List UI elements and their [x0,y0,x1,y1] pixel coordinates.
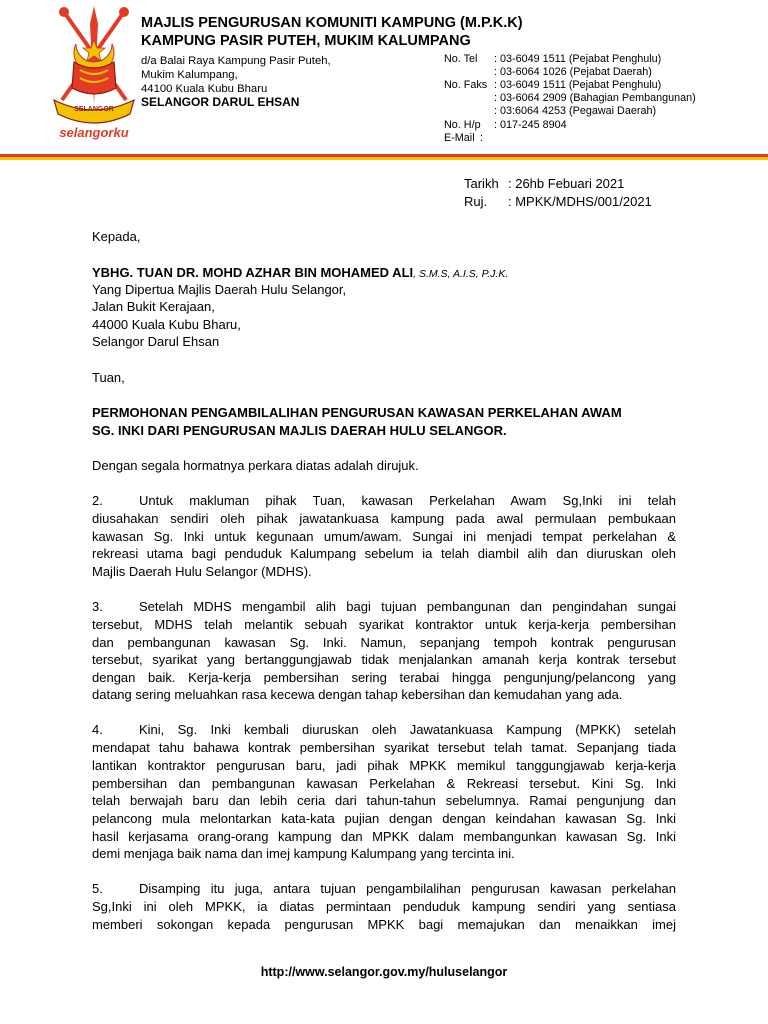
salutation: Tuan, [92,370,125,385]
paragraph-line: Majlis Daerah Hulu Selangor (MDHS). [92,564,312,579]
recipient-honorifics: , S.M.S, A.I.S, P.J.K. [413,268,509,280]
paragraph-line: kawasan Sg. Inki untuk kegunaan umum/awam. Sungai ini menjadi tempat perkelahan & [92,529,676,544]
paragraph-line: datang sering meluahkan rasa kecewa dengan tahap kebersihan dan kemudahan yang ada. [92,687,623,702]
footer-url[interactable]: http://www.selangor.gov.my/huluselangor [260,965,508,979]
address-line: 44100 Kuala Kubu Bharu [141,83,268,95]
contact-value: : 017-245 8904 [494,119,567,131]
contact-label: E-Mail [444,132,475,144]
paragraph-line: tersebut, MDHS telah melantik sebuah syarikat kontraktor untuk kerja-kerja pembersihan [92,617,676,632]
org-subtitle: KAMPUNG PASIR PUTEH, MUKIM KALUMPANG [141,33,471,49]
paragraph-line: mendapat tahu bahawa kontrak pembersihan syarikat tersebut telah tamat. Sepanjang tiada [92,740,676,755]
paragraph-line: Untuk makluman pihak Tuan, kawasan Perkelahan Awam Sg,Inki ini telah [139,493,676,508]
address-line: d/a Balai Raya Kampung Pasir Puteh, [141,55,331,67]
recipient-line: 44000 Kuala Kubu Bharu, [92,317,241,332]
address-line: Mukim Kalumpang, [141,69,238,81]
ref-label: Ruj. [464,194,488,209]
org-name: MAJLIS PENGURUSAN KOMUNITI KAMPUNG (M.P.K.K) [141,15,523,31]
date-label: Tarikh [464,176,499,191]
recipient-line: Jalan Bukit Kerajaan, [92,299,215,314]
paragraph-number: 3. [92,599,103,614]
paragraph-line: Setelah MDHS mengambil alih bagi tujuan pembangunan dan pengindahan sungai [139,599,676,614]
contact-value: : 03-6049 1511 (Pejabat Penghulu) [494,79,662,91]
contact-value: : 03:6064 4253 (Pegawai Daerah) [494,105,657,117]
address-state: SELANGOR DARUL EHSAN [141,95,300,109]
paragraph-line: rekreasi utama bagi penduduk Kalumpang sebelum ia telah diambil alih dan diuruskan oleh [92,546,676,561]
paragraph-line: hasil kerjasama orang-orang kampung dan MPKK dalam membangunkan kawasan Sg. Inki [92,829,676,844]
logo-wordmark: selangorku [59,125,129,140]
paragraph-line: pembersihan dan pembangunan kawasan Perkelahan & Rekreasi tersebut. Kini Sg. Inki [92,776,676,791]
recipient-line: Selangor Darul Ehsan [92,334,220,349]
contact-value: : [480,132,483,144]
kepada-label: Kepada, [92,229,141,244]
contact-label: No. Tel [444,53,478,65]
paragraph-line: memberi sokongan kepada pengurusan MPKK bagi memajukan dan menaikkan imej [92,917,676,932]
logo-ribbon-text: SELANGOR [74,106,114,113]
recipient-line: Yang Dipertua Majlis Daerah Hulu Selangor, [92,282,347,297]
date-value: : 26hb Febuari 2021 [508,176,625,191]
contact-label: No. Faks [444,79,488,91]
paragraph-line: tersebut, syarikat yang bertanggungjawab tidak menjalankan amanah kerja kontrak tersebut [92,652,676,667]
paragraph-line: Disamping itu juga, antara tujuan pengambilalihan pengurusan kawasan perkelahan [139,881,676,896]
subject-line: PERMOHONAN PENGAMBILALIHAN PENGURUSAN KAWASAN PERKELAHAN AWAM [92,405,622,420]
paragraph-line: lantikan kontraktor pengurusan baru, jadi pihak MPKK memikul tanggungjawab kerja-kerja [92,758,676,773]
subject-line: SG. INKI DARI PENGURUSAN MAJLIS DAERAH HULU SELANGOR. [92,423,507,438]
contact-value: : 03-6064 2909 (Bahagian Pembangunan) [494,92,696,104]
contact-label: No. H/p [444,119,481,131]
recipient-name: YBHG. TUAN DR. MOHD AZHAR BIN MOHAMED ALI [92,265,414,280]
paragraph-number: 5. [92,881,103,896]
paragraph-line: demi menjaga baik nama dan imej kampung Kalumpang yang tercinta ini. [92,846,515,861]
paragraph-line: dengan baik. Kerja-kerja pembersihan sering terabai hingga pengunjung/pelancong yang [92,670,676,685]
paragraph-line: Kini, Sg. Inki kembali diuruskan oleh Jawatankuasa Kampung (MPKK) setelah [139,722,676,737]
paragraph-number: 2. [92,493,103,508]
contact-value: : 03-6049 1511 (Pejabat Penghulu) [494,53,662,65]
paragraph-line: pelancong mula melontarkan kata-kata pujian dengan dengan keindahan kawasan Sg. Inki [92,811,676,826]
paragraph-number: 4. [92,722,103,737]
paragraph-line: diusahakan sendiri oleh pihak jawatankuasa kampung pada awal permulaan pembukaan [92,511,676,526]
paragraph-line: dan pembangunan kawasan Sg. Inki. Namun, sepanjang tempoh kontrak pengurusan [92,635,676,650]
contact-value: : 03-6064 1026 (Pejabat Daerah) [494,66,652,78]
selangor-crest-logo [40,4,148,146]
paragraph-line: telah berwajah baru dan lebih ceria dari tahun-tahun sebelumnya. Ramai pengunjung dan [92,793,676,808]
header-rule-yellow [0,157,768,160]
ref-value: : MPKK/MDHS/001/2021 [508,194,652,209]
paragraph-line: Sg,Inki ini oleh MPKK, ia diatas permintaan penduduk kampung sendiri yang sentiasa [92,899,676,914]
opening-sentence: Dengan segala hormatnya perkara diatas adalah dirujuk. [92,458,419,473]
